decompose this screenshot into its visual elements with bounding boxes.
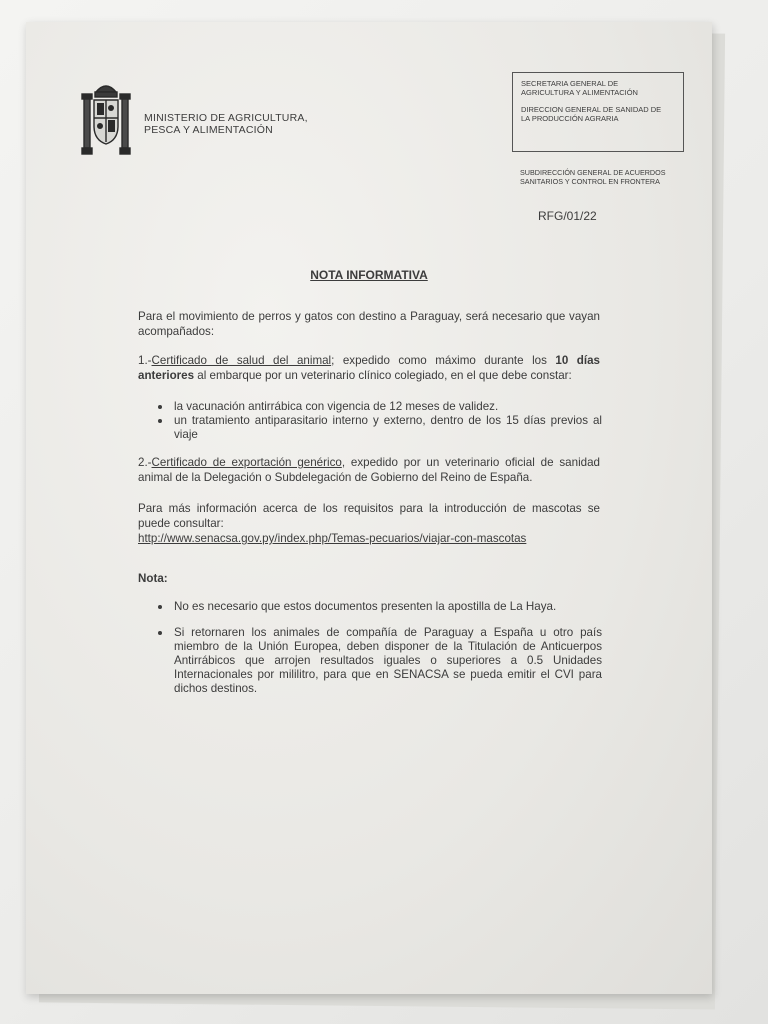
subdirectorate-line-1: SUBDIRECCIÓN GENERAL DE ACUERDOS: [520, 168, 666, 177]
intro-paragraph: Para el movimiento de perros y gatos con destino a Paraguay, será necesario que vayan acompañados:: [138, 310, 600, 338]
subdirectorate-line-2: SANITARIOS Y CONTROL EN FRONTERA: [520, 177, 660, 186]
item-1-label: Certificado de salud del animal: [151, 354, 332, 367]
coat-of-arms-icon: [80, 78, 132, 160]
department-box: [512, 72, 684, 152]
senacsa-link[interactable]: http://www.senacsa.gov.py/index.php/Temas-pecuarios/viajar-con-mascotas: [138, 532, 527, 545]
reference-code: RFG/01/22: [538, 209, 597, 223]
document-page: [26, 22, 712, 994]
document-title: NOTA INFORMATIVA: [310, 268, 428, 282]
list-item-text: Si retornaren los animales de compañía de Paraguay a España u otro país miembro de la Unión Europea, deben disponer de la Titulación de Anticuerpos Antirrábicos que arrojen resultados iguales o superiores a 0.5 Unidades Internacionales por mililitro, para que en SENACSA se pueda emitir el CVI para dichos destinos.: [174, 626, 602, 695]
ministry-name: [144, 112, 308, 136]
list-item-text: la vacunación antirrábica con vigencia de 12 meses de validez.: [174, 400, 499, 413]
department-line-1: SECRETARIA GENERAL DE: [521, 79, 619, 88]
item-2-prefix: 2.-: [138, 456, 152, 469]
item-1-paragraph: [138, 354, 600, 383]
item-1-text-a: ; expedido como máximo durante los: [331, 354, 556, 367]
department-line-4: LA PRODUCCIÓN AGRARIA: [521, 114, 619, 123]
item-1-prefix: 1.-: [138, 354, 152, 367]
ministry-line-2: PESCA Y ALIMENTACIÓN: [144, 124, 273, 136]
list-item: [156, 414, 602, 442]
more-info-paragraph: Para más información acerca de los requisitos para la introducción de mascotas se puede consultar:: [138, 502, 600, 530]
list-item: [156, 626, 602, 696]
item-2-paragraph: [138, 456, 600, 485]
item-2-text: , expedido por un veterinario oficial de sanidad animal de la Delegación o Subdelegación de Gobierno del Reino de España.: [138, 456, 600, 484]
link-line: [138, 532, 600, 547]
department-line-3: DIRECCION GENERAL DE SANIDAD DE: [521, 105, 662, 114]
bullet-icon: [158, 631, 162, 635]
department-line-2: AGRICULTURA Y ALIMENTACIÓN: [521, 88, 638, 97]
notes-list: [156, 600, 602, 696]
list-item: [156, 600, 602, 614]
item-1-text-b: al embarque por un veterinario clínico colegiado, en el que debe constar:: [194, 368, 572, 382]
subdirectorate: [520, 168, 666, 186]
note-label: Nota:: [138, 572, 168, 585]
bullet-icon: [158, 405, 162, 409]
item-1-bullet-list: [156, 400, 602, 442]
list-item-text: No es necesario que estos documentos presenten la apostilla de La Haya.: [174, 600, 557, 613]
list-item-text: un tratamiento antiparasitario interno y externo, dentro de los 15 días previos al viaje: [174, 414, 602, 441]
item-1-bold: 10 días anteriores: [138, 354, 600, 382]
bullet-icon: [158, 605, 162, 609]
bullet-icon: [158, 419, 162, 423]
list-item: [156, 400, 602, 414]
item-2-label: Certificado de exportación genérico: [151, 456, 342, 469]
ministry-line-1: MINISTERIO DE AGRICULTURA,: [144, 112, 308, 124]
